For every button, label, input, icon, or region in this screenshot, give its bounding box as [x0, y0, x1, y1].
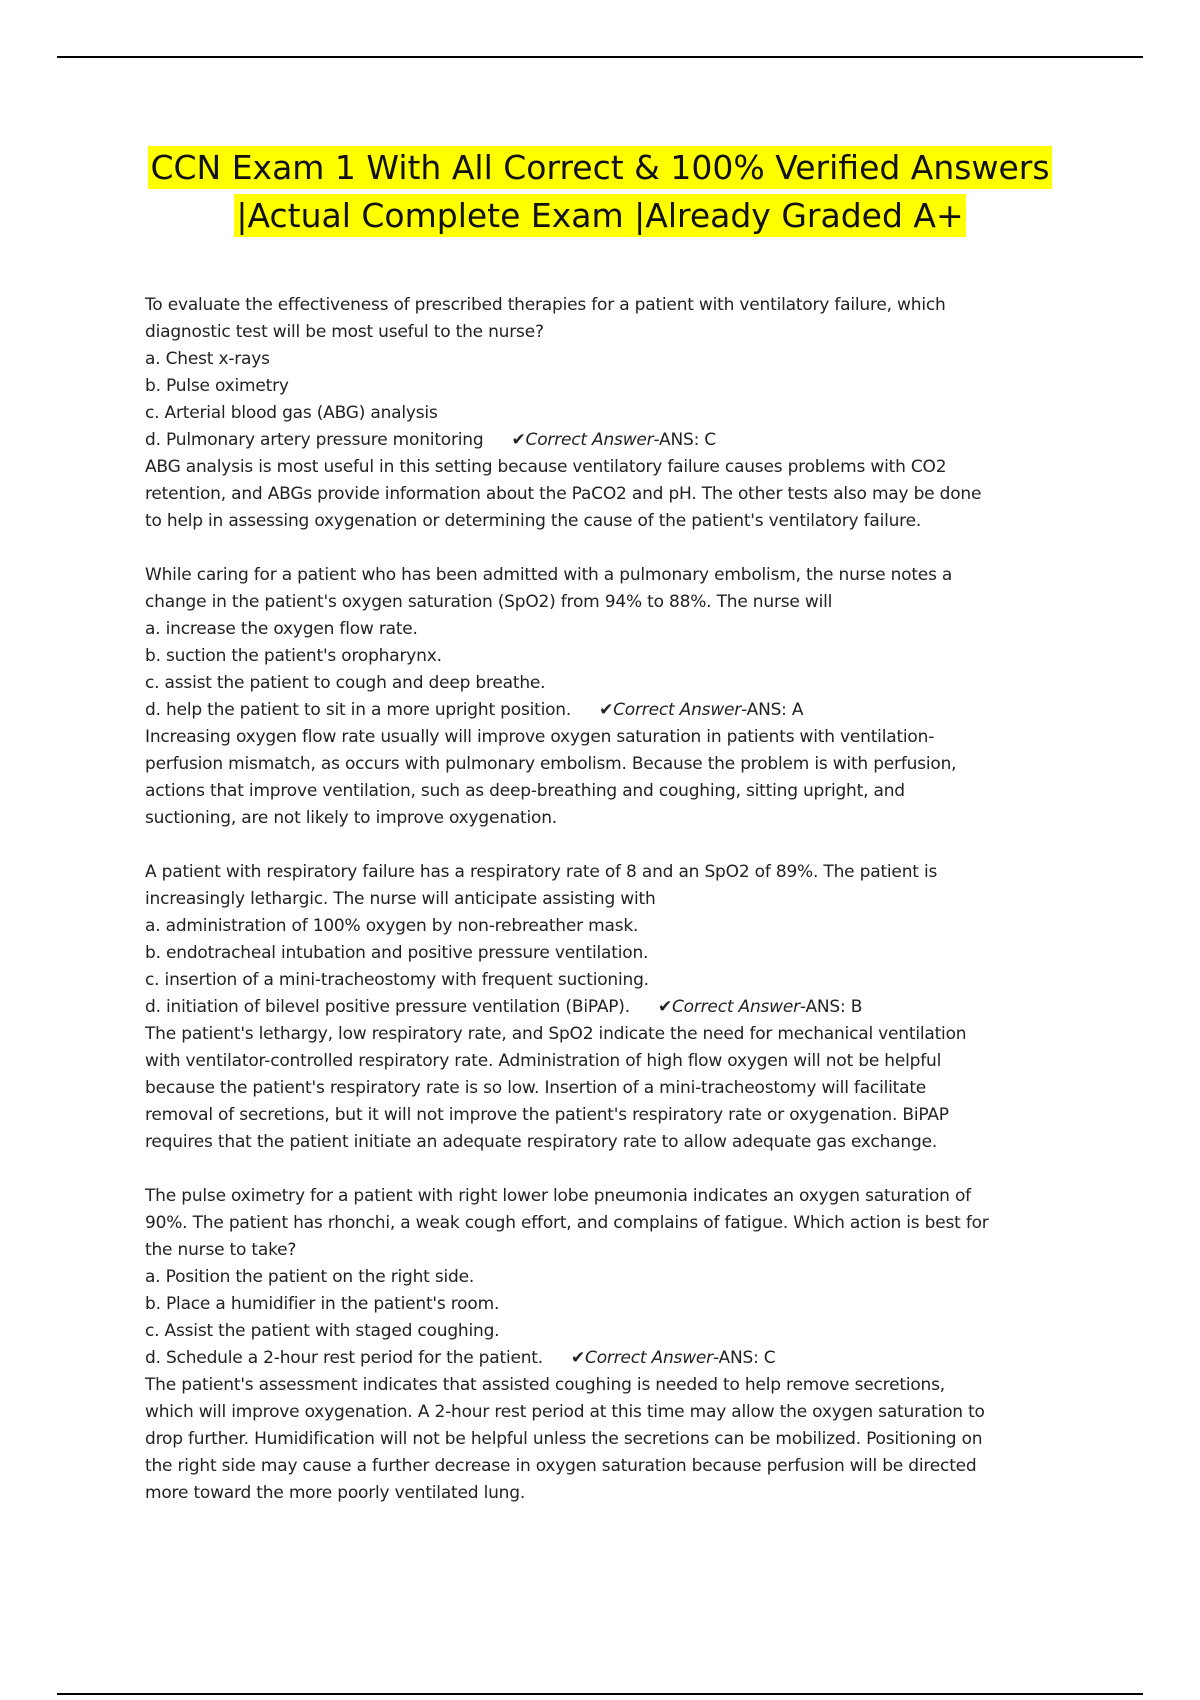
rationale-line: the right side may cause a further decrease in oxygen saturation because perfusion will be directed: [145, 1456, 977, 1476]
rationale-line: suctioning, are not likely to improve oxygenation.: [145, 808, 558, 828]
question-stem-line: change in the patient's oxygen saturation (SpO2) from 94% to 88%. The nurse will: [145, 592, 833, 612]
rationale-line: removal of secretions, but it will not improve the patient's respiratory rate or oxygenation. BiPAP: [145, 1105, 949, 1125]
rationale-line: The patient's lethargy, low respiratory rate, and SpO2 indicate the need for mechanical ventilation: [145, 1024, 967, 1044]
answer-option: [145, 427, 1060, 454]
correct-answer-value: -ANS: C: [712, 1348, 776, 1368]
title-line-2: |Actual Complete Exam |Already Graded A+: [236, 196, 964, 235]
answer-option: [145, 643, 1060, 670]
answer-option-text: a. administration of 100% oxygen by non-rebreather mask.: [145, 916, 639, 936]
correct-answer-marker: [599, 700, 803, 720]
answer-option: [145, 967, 1060, 994]
answer-option-text: a. increase the oxygen flow rate.: [145, 619, 418, 639]
answer-option-text: d. initiation of bilevel positive pressure ventilation (BiPAP).: [145, 997, 630, 1017]
answer-option: [145, 670, 1060, 697]
answer-option-text: c. Assist the patient with staged coughing.: [145, 1321, 500, 1341]
answer-option: [145, 940, 1060, 967]
correct-answer-label: Correct Answer: [613, 700, 742, 720]
answer-option-text: d. Schedule a 2-hour rest period for the patient.: [145, 1348, 543, 1368]
bottom-border-rule: [57, 1693, 1143, 1695]
correct-answer-marker: [658, 997, 862, 1017]
answer-option-text: d. Pulmonary artery pressure monitoring: [145, 430, 484, 450]
correct-answer-label: Correct Answer: [585, 1348, 713, 1368]
question-stem-line: diagnostic test will be most useful to the nurse?: [145, 322, 544, 342]
question-stem-line: 90%. The patient has rhonchi, a weak cough effort, and complains of fatigue. Which action is best for: [145, 1213, 989, 1233]
question-stem-line: A patient with respiratory failure has a respiratory rate of 8 and an SpO2 of 89%. The patient is: [145, 862, 938, 882]
question-block: [145, 859, 1060, 1156]
correct-answer-value: -ANS: B: [799, 997, 863, 1017]
answer-option: [145, 346, 1060, 373]
question-stem-line: To evaluate the effectiveness of prescribed therapies for a patient with ventilatory failure, which: [145, 295, 946, 315]
answer-option: [145, 616, 1060, 643]
correct-answer-marker: [511, 430, 715, 450]
correct-answer-value: -ANS: C: [653, 430, 716, 450]
answer-option-text: b. suction the patient's oropharynx.: [145, 646, 442, 666]
rationale-line: perfusion mismatch, as occurs with pulmonary embolism. Because the problem is with perfusion,: [145, 754, 957, 774]
question-stem-line: the nurse to take?: [145, 1240, 297, 1260]
rationale-line: ABG analysis is most useful in this setting because ventilatory failure causes problems with CO2: [145, 457, 947, 477]
rationale-line: which will improve oxygenation. A 2-hour rest period at this time may allow the oxygen saturation to: [145, 1402, 985, 1422]
rationale-line: actions that improve ventilation, such as deep-breathing and coughing, sitting upright, and: [145, 781, 905, 801]
answer-option: [145, 1318, 1060, 1345]
rationale-line: requires that the patient initiate an adequate respiratory rate to allow adequate gas exchange.: [145, 1132, 938, 1152]
answer-option-text: c. insertion of a mini-tracheostomy with frequent suctioning.: [145, 970, 649, 990]
answer-option-text: b. Place a humidifier in the patient's room.: [145, 1294, 500, 1314]
rationale-line: because the patient's respiratory rate is so low. Insertion of a mini-tracheostomy will facilitate: [145, 1078, 927, 1098]
rationale-line: more toward the more poorly ventilated lung.: [145, 1483, 526, 1503]
rationale-line: retention, and ABGs provide information about the PaCO2 and pH. The other tests also may be done: [145, 484, 982, 504]
checkmark-icon: ✔: [570, 1348, 586, 1368]
answer-option-text: d. help the patient to sit in a more upright position.: [145, 700, 572, 720]
rationale-line: The patient's assessment indicates that assisted coughing is needed to help remove secretions,: [145, 1375, 945, 1395]
answer-option: [145, 1345, 1060, 1372]
correct-answer-marker: [571, 1348, 775, 1368]
question-stem-line: increasingly lethargic. The nurse will anticipate assisting with: [145, 889, 656, 909]
checkmark-icon: ✔: [599, 700, 614, 720]
checkmark-icon: ✔: [511, 430, 526, 450]
answer-option: [145, 913, 1060, 940]
question-block: [145, 1183, 1060, 1507]
correct-answer-value: -ANS: A: [741, 700, 804, 720]
answer-option-text: a. Chest x-rays: [145, 349, 270, 369]
question-block: [145, 292, 1060, 535]
rationale-line: Increasing oxygen flow rate usually will improve oxygen saturation in patients with ventilation-: [145, 727, 935, 747]
document-title: [100, 144, 1100, 240]
rationale-line: with ventilator-controlled respiratory rate. Administration of high flow oxygen will not be helpful: [145, 1051, 942, 1071]
answer-option-text: c. Arterial blood gas (ABG) analysis: [145, 403, 438, 423]
top-border-rule: [57, 56, 1143, 58]
rationale-line: to help in assessing oxygenation or determining the cause of the patient's ventilatory failure.: [145, 511, 922, 531]
question-block: [145, 562, 1060, 832]
title-line-1: CCN Exam 1 With All Correct & 100% Verified Answers: [150, 148, 1050, 187]
answer-option: [145, 373, 1060, 400]
answer-option: [145, 1291, 1060, 1318]
correct-answer-label: Correct Answer: [525, 430, 654, 450]
answer-option-text: a. Position the patient on the right side.: [145, 1267, 475, 1287]
answer-option: [145, 994, 1060, 1021]
answer-option: [145, 697, 1060, 724]
answer-option-text: c. assist the patient to cough and deep breathe.: [145, 673, 546, 693]
answer-option: [145, 400, 1060, 427]
rationale-line: drop further. Humidification will not be helpful unless the secretions can be mobilized. Positioning on: [145, 1429, 983, 1449]
correct-answer-label: Correct Answer: [671, 997, 800, 1017]
answer-option-text: b. Pulse oximetry: [145, 376, 289, 396]
checkmark-icon: ✔: [657, 997, 672, 1017]
answer-option-text: b. endotracheal intubation and positive pressure ventilation.: [145, 943, 649, 963]
question-stem-line: The pulse oximetry for a patient with right lower lobe pneumonia indicates an oxygen saturation of: [145, 1186, 971, 1206]
answer-option: [145, 1264, 1060, 1291]
question-stem-line: While caring for a patient who has been admitted with a pulmonary embolism, the nurse notes a: [145, 565, 953, 585]
question-list: [145, 292, 1060, 1534]
